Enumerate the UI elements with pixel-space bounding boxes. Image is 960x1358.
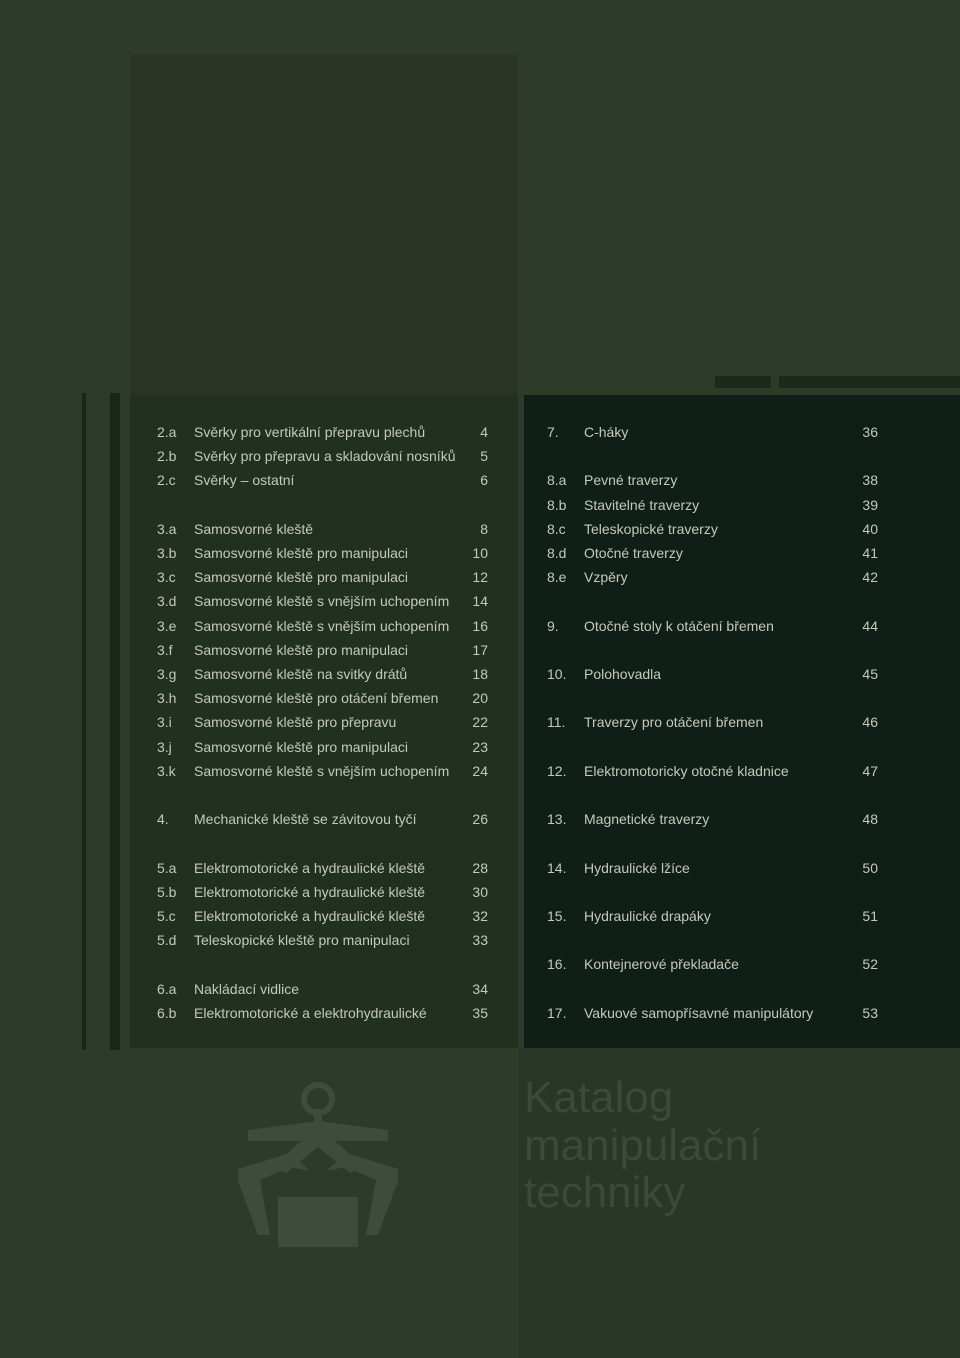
- toc-entry[interactable]: [547, 858, 878, 878]
- toc-entry[interactable]: [547, 543, 878, 563]
- toc-entry[interactable]: [547, 470, 878, 490]
- toc-entry-label: Pevné traverzy: [584, 472, 678, 489]
- toc-entry-page: 12: [472, 569, 488, 586]
- toc-entry[interactable]: [157, 688, 488, 708]
- toc-entry-page: 4: [480, 424, 488, 440]
- toc-entry-label: Samosvorné kleště na svitky drátů: [194, 666, 408, 682]
- brand-line-1: Katalog: [524, 1073, 674, 1122]
- toc-entry-label: Samosvorné kleště pro manipulaci: [194, 545, 408, 561]
- toc-entry[interactable]: [157, 664, 488, 684]
- toc-entry[interactable]: [157, 543, 488, 563]
- toc-entry-label: Teleskopické traverzy: [584, 520, 718, 537]
- toc-entry-page: 50: [862, 859, 878, 876]
- toc-entry-label: Samosvorné kleště s vnějším uchopením: [194, 617, 450, 634]
- toc-entry-number: 8.d: [547, 545, 567, 561]
- decorative-tab: [779, 376, 960, 388]
- toc-entry-page: 17: [472, 641, 488, 658]
- toc-entry-page: 45: [862, 666, 878, 682]
- toc-entry-number: 3.b: [157, 545, 177, 561]
- toc-entry-label: Svěrky pro přepravu a skladování nosníků: [194, 448, 456, 465]
- toc-entry-label: Elektromotorické a hydraulické kleště: [194, 883, 426, 900]
- toc-entry-page: 35: [472, 1004, 488, 1021]
- toc-entry-number: 15.: [547, 908, 567, 924]
- brand-line-3: techniky: [524, 1168, 686, 1218]
- toc-entry-label: Mechanické kleště se závitovou tyčí: [194, 811, 417, 828]
- toc-entry-page: 16: [472, 617, 488, 634]
- toc-entry-page: 48: [862, 811, 878, 828]
- toc-entry-number: 3.e: [157, 617, 177, 634]
- toc-entry-label: C-háky: [584, 424, 629, 440]
- toc-entry-number: 6.b: [157, 1004, 177, 1021]
- toc-entry-label: Kontejnerové překladače: [584, 956, 739, 973]
- toc-entry-page: 5: [480, 448, 488, 465]
- toc-entry-page: 52: [862, 956, 878, 973]
- toc-entry-label: Stavitelné traverzy: [584, 496, 700, 513]
- toc-entry[interactable]: [547, 495, 878, 515]
- brand-line-2: manipulační: [524, 1120, 762, 1170]
- toc-entry[interactable]: [547, 1003, 878, 1023]
- toc-entry-page: 51: [862, 908, 878, 924]
- toc-entry-label: Svěrky – ostatní: [194, 472, 295, 489]
- toc-entry-number: 16.: [547, 956, 567, 973]
- toc-entry-page: 36: [862, 424, 878, 440]
- toc-entry-page: 8: [480, 520, 488, 537]
- toc-entry[interactable]: [157, 446, 488, 466]
- toc-entry-label: Traverzy pro otáčení břemen: [584, 714, 764, 731]
- toc-entry-label: Otočné stoly k otáčení břemen: [584, 617, 774, 634]
- toc-entry-page: 42: [862, 569, 878, 586]
- toc-entry-number: 5.d: [157, 932, 177, 949]
- toc-entry[interactable]: [157, 737, 488, 757]
- toc-entry[interactable]: [157, 858, 488, 878]
- toc-entry-number: 11.: [547, 714, 566, 731]
- toc-entry-number: 6.a: [157, 980, 177, 997]
- toc-entry-label: Samosvorné kleště s vnějším uchopením: [194, 762, 450, 779]
- toc-entry-label: Elektromotorické a hydraulické kleště: [194, 908, 426, 924]
- toc-entry-number: 7.: [547, 424, 559, 440]
- toc-entry-number: 10.: [547, 666, 567, 682]
- toc-entry-page: 26: [472, 811, 488, 828]
- toc-entry-page: 40: [862, 520, 878, 537]
- toc-entry[interactable]: [157, 809, 488, 829]
- toc-entry-label: Elektromotorické a hydraulické kleště: [194, 859, 426, 876]
- toc-entry-number: 8.b: [547, 496, 567, 513]
- toc-entry-label: Vzpěry: [584, 569, 628, 586]
- toc-entry-page: 44: [862, 617, 878, 634]
- toc-entry[interactable]: [547, 664, 878, 684]
- toc-entry-page: 6: [480, 472, 488, 489]
- toc-entry-page: 41: [862, 545, 878, 561]
- toc-entry-number: 3.c: [157, 569, 176, 586]
- toc-entry-number: 8.c: [547, 520, 566, 537]
- toc-entry[interactable]: [157, 761, 488, 781]
- toc-entry-number: 5.c: [157, 908, 176, 924]
- toc-entry-page: 22: [472, 714, 488, 731]
- toc-entry-number: 3.f: [157, 641, 173, 658]
- toc-entry[interactable]: [547, 519, 878, 539]
- toc-entry[interactable]: [157, 979, 488, 999]
- toc-entry-page: 38: [862, 472, 878, 489]
- toc-entry[interactable]: [547, 616, 878, 636]
- toc-entry[interactable]: [157, 470, 488, 490]
- toc-entry[interactable]: [547, 761, 878, 781]
- toc-entry-number: 9.: [547, 617, 559, 634]
- toc-entry-label: Nakládací vidlice: [194, 980, 300, 997]
- toc-entry[interactable]: [157, 712, 488, 732]
- toc-entry[interactable]: [547, 567, 878, 587]
- toc-entry-page: 34: [472, 980, 488, 997]
- toc-entry[interactable]: [547, 954, 878, 974]
- toc-entry-label: Samosvorné kleště pro přepravu: [194, 714, 397, 731]
- toc-entry-label: Otočné traverzy: [584, 545, 683, 561]
- toc-entry-page: 24: [472, 762, 488, 779]
- gripper-logo-icon: [230, 1075, 410, 1250]
- toc-entry-page: 47: [862, 762, 878, 779]
- toc-entry-label: Polohovadla: [584, 666, 662, 682]
- toc-entry[interactable]: [157, 591, 488, 611]
- decorative-tab: [715, 376, 771, 388]
- toc-entry[interactable]: [157, 422, 488, 442]
- toc-entry-number: 8.e: [547, 569, 567, 586]
- toc-entry[interactable]: [157, 616, 488, 636]
- toc-entry-number: 12.: [547, 762, 567, 779]
- toc-entry-number: 3.i: [157, 714, 172, 731]
- toc-entry-number: 3.g: [157, 666, 177, 682]
- toc-entry-page: 30: [472, 883, 488, 900]
- toc-entry-label: Hydraulické lžíce: [584, 859, 690, 876]
- toc-entry-label: Samosvorné kleště s vnějším uchopením: [194, 593, 450, 610]
- toc-entry-label: Samosvorné kleště pro manipulaci: [194, 641, 408, 658]
- catalog-brand-text: [524, 1074, 761, 1217]
- toc-entry-number: 3.h: [157, 690, 177, 707]
- toc-entry-page: 46: [862, 714, 878, 731]
- toc-entry-number: 3.j: [157, 738, 172, 755]
- toc-entry[interactable]: [547, 422, 878, 442]
- toc-entry-label: Samosvorné kleště pro otáčení břemen: [194, 690, 439, 707]
- toc-entry-page: 14: [472, 593, 488, 610]
- toc-entry-number: 5.a: [157, 859, 177, 876]
- toc-entry-label: Samosvorné kleště: [194, 520, 314, 537]
- toc-entry-number: 13.: [547, 811, 567, 828]
- toc-entry-number: 8.a: [547, 472, 567, 489]
- toc-left-column: [157, 422, 488, 1022]
- toc-entry-page: 39: [862, 496, 878, 513]
- toc-entry[interactable]: [547, 809, 878, 829]
- toc-entry-page: 53: [862, 1004, 878, 1021]
- toc-entry[interactable]: [547, 906, 878, 926]
- toc-entry[interactable]: [157, 567, 488, 587]
- toc-entry-page: 32: [472, 908, 488, 924]
- toc-entry-number: 3.k: [157, 762, 176, 779]
- toc-entry-label: Vakuové samopřísavné manipulátory: [584, 1004, 814, 1021]
- toc-entry[interactable]: [157, 882, 488, 902]
- decorative-stripe: [110, 393, 120, 1050]
- toc-entry[interactable]: [547, 712, 878, 732]
- toc-entry[interactable]: [157, 640, 488, 660]
- decorative-stripe: [82, 393, 86, 1050]
- toc-entry-page: 20: [472, 690, 488, 707]
- toc-entry-page: 10: [472, 545, 488, 561]
- toc-entry-label: Elektromotoricky otočné kladnice: [584, 762, 789, 779]
- toc-entry-label: Elektromotorické a elektrohydraulické: [194, 1004, 427, 1021]
- toc-entry-number: 3.d: [157, 593, 177, 610]
- toc-entry-label: Samosvorné kleště pro manipulaci: [194, 738, 408, 755]
- toc-entry-number: 2.a: [157, 424, 177, 440]
- toc-entry-number: 14.: [547, 859, 567, 876]
- toc-entry[interactable]: [157, 519, 488, 539]
- toc-entry-number: 5.b: [157, 883, 177, 900]
- toc-entry-label: Samosvorné kleště pro manipulaci: [194, 569, 408, 586]
- toc-entry-number: 17.: [547, 1004, 567, 1021]
- toc-entry-number: 2.c: [157, 472, 176, 489]
- toc-entry[interactable]: [157, 930, 488, 950]
- toc-entry-label: Svěrky pro vertikální přepravu plechů: [194, 424, 426, 440]
- toc-entry[interactable]: [157, 906, 488, 926]
- toc-entry-page: 28: [472, 859, 488, 876]
- toc-right-column: [547, 422, 878, 1022]
- toc-entry-page: 33: [472, 932, 488, 949]
- page-title: Obsah: [185, 189, 462, 294]
- toc-entry-number: 2.b: [157, 448, 177, 465]
- toc-entry[interactable]: [157, 1003, 488, 1023]
- toc-entry-label: Magnetické traverzy: [584, 811, 710, 828]
- toc-entry-page: 18: [472, 666, 488, 682]
- toc-entry-number: 3.a: [157, 520, 177, 537]
- toc-entry-number: 4.: [157, 811, 169, 828]
- toc-entry-label: Teleskopické kleště pro manipulaci: [194, 932, 410, 949]
- toc-entry-label: Hydraulické drapáky: [584, 908, 711, 924]
- toc-entry-page: 23: [472, 738, 488, 755]
